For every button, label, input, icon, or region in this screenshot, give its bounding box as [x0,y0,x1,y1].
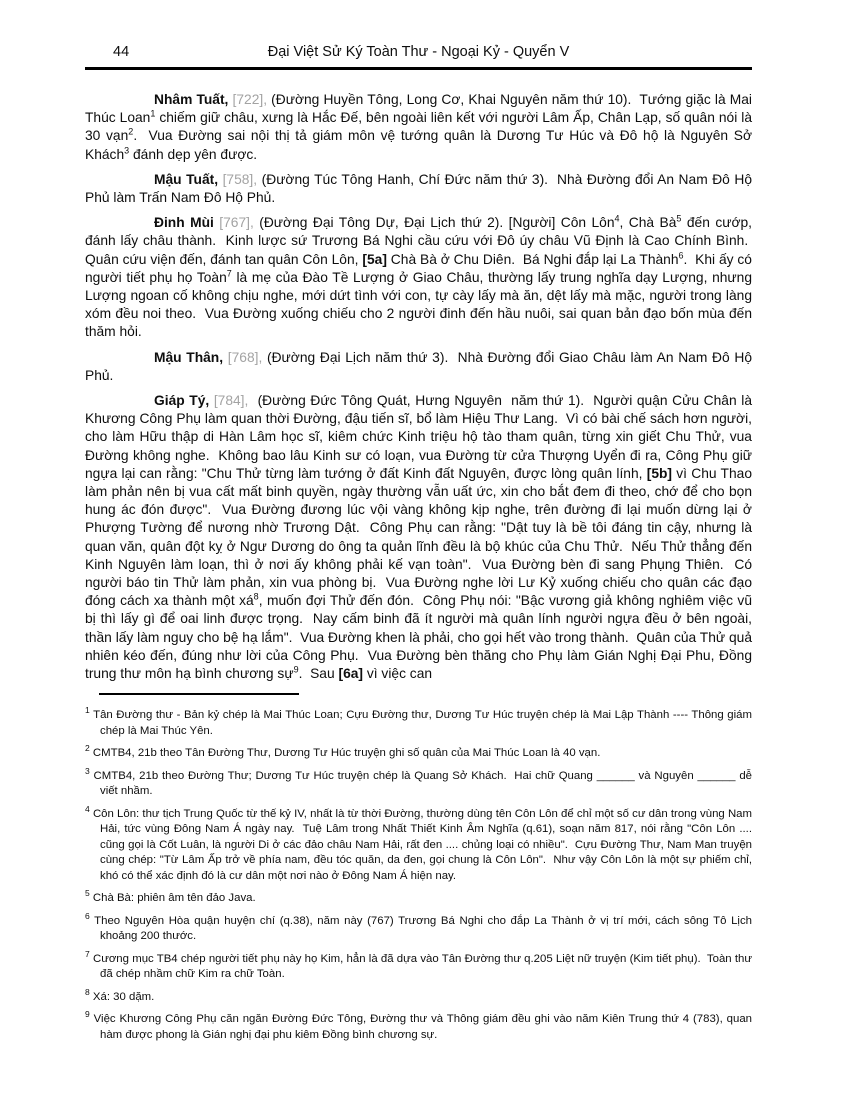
footnote-text: Xá: 30 dặm. [89,990,155,1003]
footnote-number: 6 [85,911,90,921]
footnote-separator [99,693,299,695]
body-paragraph [85,171,752,207]
footnote-text: Việc Khương Công Phụ căn ngăn Đường Đức Tông, Đường thư và Thông giám đều ghi vào năm Kiên Trung thứ 4 (783), quan hàm được phong là Gián nghị đại phu kiêm Đồng bình chương sự. [89,1013,752,1041]
text-run: đến cướp, đánh lấy châu thành. Kinh lược sứ Trương Bá Nghi cầu cứu với Đô úy châu Vũ Định là Cao Chính Bình. Quân cứu viện đến, đánh tan quân Côn Lôn, [85,215,753,267]
footnote-number: 9 [85,1009,90,1020]
footnote-ref: 9 [293,664,299,675]
header-rule [85,67,752,70]
footnote-text: Cương mục TB4 chép người tiết phụ này họ Kim, hẳn là đã dựa vào Tân Đường thư q.205 Liệt nữ truyện (Kim tiết phụ). Toàn thư đã chép nhầm chữ Kim ra chữ Toàn. [89,952,752,981]
footnote-text: CMTB4, 21b theo Đường Thư; Dương Tư Húc truyện chép là Quang Sở Khách. Hai chữ Quang ______ và Nguyên ______ dễ viết nhầm. [89,769,752,798]
text-run: . Vua Đường sai nội thị tả giám môn vệ tướng quân là Dương Tư Húc và Đô hộ là Nguyên Sở Khách [85,128,752,162]
footnote-ref: 6 [678,250,684,261]
footnote-ref: 4 [614,213,620,224]
year-heading: Mậu Tuất, [154,171,219,187]
footnote-number: 2 [85,743,90,754]
year-label: [767], [219,215,254,231]
text-run: chiếm giữ châu, xưng là Hắc Đế, bên ngoài liên kết với người Lâm Ấp, Chân Lạp, số quân nói là 30 vạn [85,110,752,144]
footnote-number: 5 [85,888,90,899]
year-heading: Nhâm Tuất, [154,92,229,107]
footnote [85,987,752,1006]
footnote-number: 3 [85,766,90,776]
footnote-text: Tân Đường thư - Bản kỷ chép là Mai Thúc Loan; Cựu Đường thư, Dương Tư Húc truyện chép là Mai Lập Thành ---- Thông giám chép là Mai Thúc Yên. [89,709,752,737]
text-run: Chà Bà ở Chu Diên. Bá Nghi đắp lại La Thành [386,251,679,267]
page-number: 44 [113,44,130,60]
body-paragraph [85,349,752,385]
footnote-text: Côn Lôn: thư tịch Trung Quốc từ thế kỷ IV, nhất là từ thời Đường, thường dùng tên Côn Lôn để chỉ một số cư dân trong vùng Nam Hải, tức vùng Đông Nam Á ngày nay. Tuệ Lâm trong Nhất Thiết Kinh Âm Nghĩa (q.61), soạn năm 817, nói rằng "Côn Lôn .... cũng gọi là Cốt Luân, là người Di ở các đảo châu Nam Hải, rất đen .... chủng loại có nhiều". Cựu Đường Thư, Nam Man truyện cùng chép: "Từ Lâm Ấp trở về phía nam, đều tóc quăn, da đen, gọi chung là Côn Lôn". Như vậy Côn Lôn là một sự phiếm chỉ, khó có thể xác định đó là cư dân một nơi nào ở Đông Nam Á hiện nay. [89,807,752,882]
text-run: đánh dẹp yên được. [129,146,258,162]
text-run: (Đường Huyền Tông, Long Cơ, Khai Nguyên năm thứ 10). Tướng giặc là Mai Thúc Loan [85,92,753,126]
footnote-ref: 3 [124,145,130,156]
footnote-text: Chà Bà: phiên âm tên đảo Java. [89,892,256,905]
footnote [85,766,752,800]
footnote [85,705,752,739]
year-label: [758], [222,171,258,187]
text-run: (Đường Túc Tông Hanh, Chí Đức năm thứ 3). Nhà Đường đổi An Nam Đô Hộ Phủ làm Trấn Nam Đô Hộ Phủ. [85,171,752,206]
year-label: [722], [232,92,268,107]
footnote-ref: 5 [676,213,682,224]
text-run: vì Chu Thao làm phản nên bị vua cất mất binh quyền, ngày thường vẫn uất ức, xin cho bắt đem đi theo, chớ để cho bọn hung ác đón được". Vua Đường đương lúc vội vàng không kịp nghe, trên đường đi lại muốn dừng lại ở Phượng Tường để nương nhờ Trương Dật. Công Phụ can rằng: "Dật tuy là bề tôi đáng tin cậy, nhưng là quan văn, quân đột kỵ ở Ngư Dương do ông ta quản lĩnh đều là bộ khúc của Chu Thử. Nếu Thử thẳng đến Kinh Nguyên làm loạn, thì ở nơi ấy không phải kế vạn toàn". Vua Đường bèn đi sang Phụng Thiên. Có người báo tin Thử làm phản, xin vua phòng bị. Vua Đường nghe lời Lư Kỷ xuống chiếu cho quân các đạo đóng cách xa thành một xá [85,465,752,609]
page-header [85,44,752,62]
footnote-ref: 8 [253,591,259,602]
footnote-number: 7 [85,949,90,959]
text-run: . Khi ấy có người tiết phụ họ Toàn [85,251,752,285]
footnote-number: 8 [85,987,90,997]
text-run: (Đường Đức Tông Quát, Hưng Nguyên năm thứ 1). Người quận Cửu Chân là Khương Công Phụ làm quan thời Đường, đậu tiến sĩ, bổ làm Hiệu Thư Lang. Vì có bài chế sách hơn người, cho làm Hữu thập di Hàn Lâm học sĩ, kiêm chức Kinh triệu hộ tào tham quân, từng xin giết Chu Thử, vua Đường không nghe. Không bao lâu Kinh sư có loạn, vua Đường từ cửa Thượng Uyển đi ra, Công Phụ giữ ngựa lại can rằng: "Chu Thử từng làm tướng ở đất Kinh đất Nguyên, được lòng quân lính, [85,393,752,481]
footnote-ref: 1 [150,108,156,119]
footnote [85,804,752,885]
text-run: là mẹ của Đào Tề Lượng ở Giao Châu, thường lấy trung nghĩa dạy Lượng, nhưng Lượng ngoan cố không chịu nghe, mới dứt tình với con, tự cày lấy mà ăn, dệt lấy mà mặc, người trong làng xóm đều noi theo. Vua Đường xuống chiếu cho 2 người đinh đến hầu nuôi, sai quan bản đạo bốn mùa đến thăm hỏi. [85,269,753,340]
year-heading: Đinh Mùi [154,215,214,231]
document-title: Đại Việt Sử Ký Toàn Thư - Ngoại Kỷ - Quyển V [267,44,570,60]
folio-marker: [6a] [338,666,364,682]
footnote-text: CMTB4, 21b theo Tân Đường Thư, Dương Tư Húc truyện ghi số quân của Mai Thúc Loan là 40 vạn. [89,747,601,760]
folio-marker: [5a] [362,251,387,267]
text-run: , Chà Bà [619,215,677,231]
body-text [85,91,752,683]
year-label: [768], [227,349,263,365]
footnote [85,743,752,762]
folio-marker: [5b] [646,465,673,481]
year-heading: Mậu Thân, [154,349,224,365]
body-paragraph [85,91,752,164]
body-paragraph [85,214,752,341]
text-run: (Đường Đại Lịch năm thứ 3). Nhà Đường đổi Giao Châu làm An Nam Đô Hộ Phủ. [85,349,752,383]
footnotes-section [85,705,752,1043]
footnote-number: 1 [85,705,90,716]
footnote [85,1009,752,1043]
footnote [85,911,752,945]
year-label: [784], [213,393,249,409]
text-run: . Sau [298,666,339,682]
footnote-text: Theo Nguyên Hòa quận huyện chí (q.38), năm này (767) Trương Bá Nghi cho đắp La Thành ở vị trí mới, cách sông Tô Lịch khoảng 200 thước. [89,914,752,943]
footnote-number: 4 [85,804,90,814]
footnote [85,949,752,983]
footnote-ref: 7 [226,268,232,279]
body-paragraph [85,392,752,683]
text-run: vì việc can [363,666,433,682]
year-heading: Giáp Tý, [154,393,210,409]
footnote-ref: 2 [128,126,134,137]
text-run: (Đường Đại Tông Dự, Đại Lịch thứ 2). [Người] Côn Lôn [253,215,615,231]
footnote [85,888,752,907]
text-run: , muốn đợi Thử đến đón. Công Phụ nói: "Bậc vương giả không nghiêm việc vũ bị thì lấy gì để oai linh được trọng. Nay cấm binh đã ít người mà quân lính người ngựa đều ở bên ngoài, thần lấy làm nguy cho bệ hạ lắm". Vua Đường khen là phải, cho gọi hết vào trong thành. Quân của Thử quả nhiên kéo đến, đúng như lời của Công Phụ. Vua Đường bèn thăng cho Phụ làm Gián Nghị Đại Phu, Đồng trung thư môn hạ bình chương sự [85,593,753,682]
